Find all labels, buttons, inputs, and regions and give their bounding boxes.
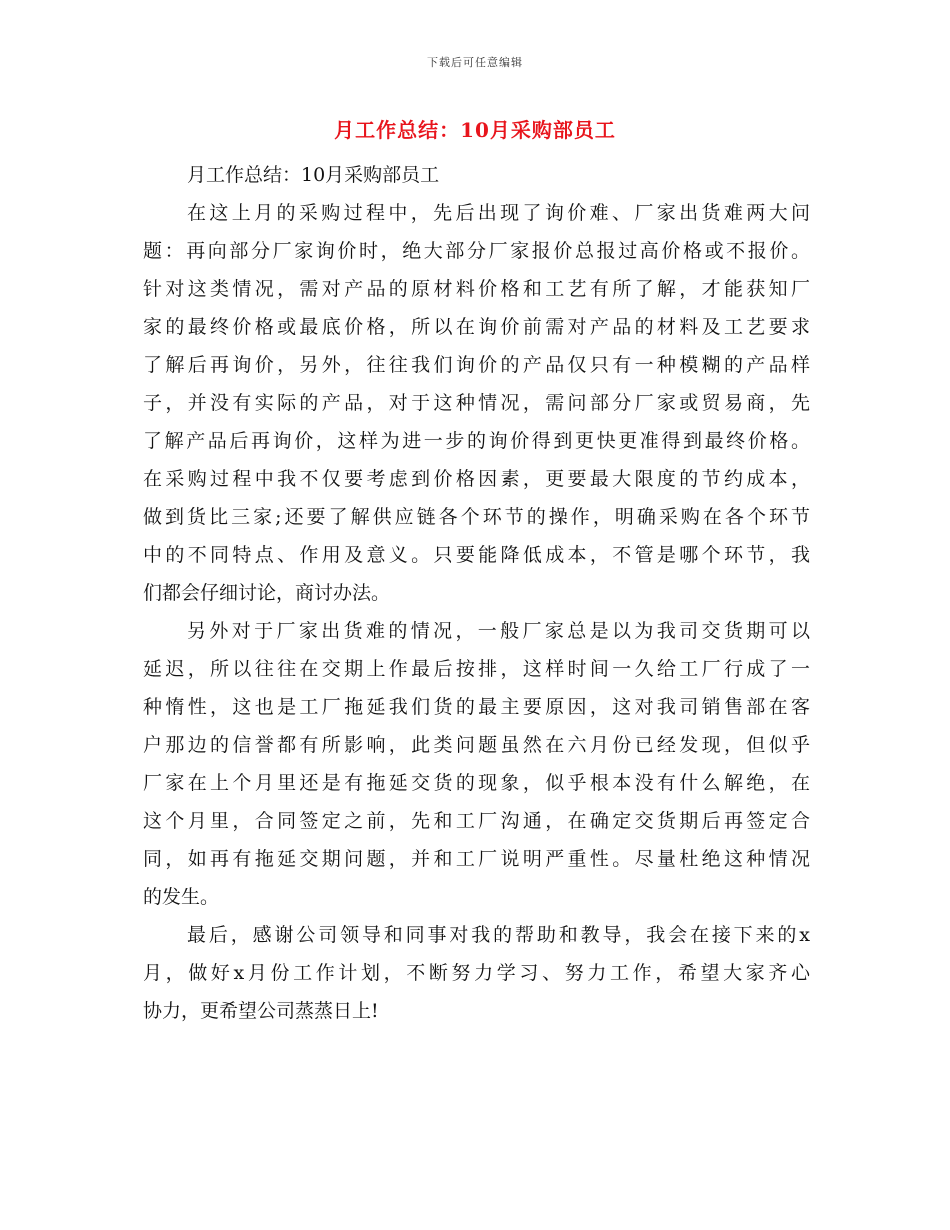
paragraph-2-line: 厂家在上个月里还是有拖延交货的现象，似乎根本没有什么解绝，在 bbox=[143, 772, 810, 794]
paragraph-1-line: 了解产品后再询价，这样为进一步的询价得到更快更准得到最终价格。 bbox=[143, 430, 810, 452]
paragraph-2-line: 的发生。 bbox=[143, 886, 220, 908]
paragraph-1-line: 做到货比三家;还要了解供应链各个环节的操作，明确采购在各个环节 bbox=[143, 506, 810, 528]
paragraph-1-line: 中的不同特点、作用及意义。只要能降低成本，不管是哪个环节，我 bbox=[143, 544, 810, 566]
paragraph-2-line: 延迟，所以往往在交期上作最后按排，这样时间一久给工厂行成了一 bbox=[143, 658, 810, 680]
paragraph-3-line: 协力，更希望公司蒸蒸日上! bbox=[143, 1000, 379, 1022]
paragraph-2-line: 这个月里，合同签定之前，先和工厂沟通，在确定交货期后再签定合 bbox=[143, 810, 810, 832]
paragraph-1-line: 子，并没有实际的产品，对于这种情况，需问部分厂家或贸易商，先 bbox=[143, 392, 810, 414]
paragraph-1-line: 们都会仔细讨论，商讨办法。 bbox=[143, 582, 391, 604]
paragraph-3-line: 月，做好x月份工作计划，不断努力学习、努力工作，希望大家齐心 bbox=[143, 962, 810, 984]
subtitle-line: 月工作总结：10月采购部员工 bbox=[187, 164, 440, 186]
paragraph-2-line: 户那边的信誉都有所影响，此类问题虽然在六月份已经发现，但似乎 bbox=[143, 734, 810, 756]
paragraph-2-line: 同，如再有拖延交期问题，并和工厂说明严重性。尽量杜绝这种情况 bbox=[143, 848, 810, 870]
document-body bbox=[143, 156, 810, 1030]
paragraph-1-line: 在这上月的采购过程中，先后出现了询价难、厂家出货难两大问 bbox=[187, 202, 810, 224]
paragraph-1-line: 题：再向部分厂家询价时，绝大部分厂家报价总报过高价格或不报价。 bbox=[143, 240, 810, 262]
paragraph-3-line: 最后，感谢公司领导和同事对我的帮助和教导，我会在接下来的x bbox=[187, 924, 810, 946]
header-note: 下载后可任意编辑 bbox=[427, 56, 523, 69]
paragraph-1-line: 了解后再询价，另外，往往我们询价的产品仅只有一种模糊的产品样 bbox=[143, 354, 810, 376]
paragraph-2-line: 种惰性，这也是工厂拖延我们货的最主要原因，这对我司销售部在客 bbox=[143, 696, 810, 718]
paragraph-1-line: 针对这类情况，需对产品的原材料价格和工艺有所了解，才能获知厂 bbox=[143, 278, 810, 300]
paragraph-1-line: 家的最终价格或最底价格，所以在询价前需对产品的材料及工艺要求 bbox=[143, 316, 810, 338]
document-title: 月工作总结：10月采购部员工 bbox=[334, 118, 616, 142]
paragraph-1-line: 在采购过程中我不仅要考虑到价格因素，更要最大限度的节约成本， bbox=[143, 468, 810, 490]
paragraph-2-line: 另外对于厂家出货难的情况，一般厂家总是以为我司交货期可以 bbox=[187, 620, 810, 642]
